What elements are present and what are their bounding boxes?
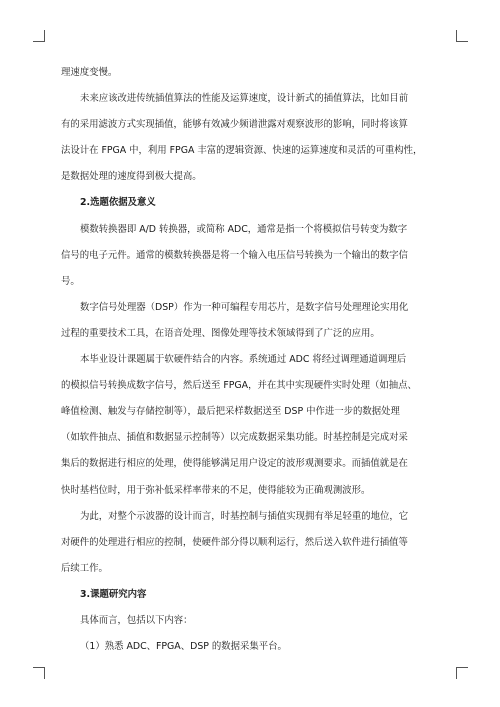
section-heading: 2.选题依据及意义 [80,197,156,209]
text-line: （如软件抽点、插值和数据显示控制等）以完成数据采集功能。时基控制是完成对采 [61,432,408,444]
text-line: 具体而言，包括以下内容： [80,614,193,626]
text-line: 集后的数据进行相应的处理，使得能够满足用户设定的波形观测要求。而插值就是在 [61,458,408,470]
text-line: 模数转换器即 A/D 转换器，或简称 ADC，通常是指一个将模拟信号转变为数字 [80,223,408,235]
text-line: 未来应该改进传统插值算法的性能及运算速度，设计新式的插值算法，比如目前 [80,93,409,105]
text-line: 的模拟信号转换成数字信号，然后送至 FPGA，并在其中实现硬件实时处理（如抽点、 [61,380,417,392]
crop-mark-bottom-right [456,667,468,679]
text-line: 法设计在 FPGA 中，利用 FPGA 丰富的逻辑资源、快速的运算速度和灵活的可重构性， [61,145,423,157]
crop-mark-top-right [456,30,468,42]
document-body [61,66,437,666]
text-line: 有的采用滤波方式实现插值，能够有效减少频谱泄露对观察波形的影响，同时将该算 [61,119,408,131]
text-line: （1）熟悉 ADC、FPGA、DSP 的数据采集平台。 [80,641,287,653]
text-line: 是数据处理的速度得到极大提高。 [61,171,202,183]
text-line: 后续工作。 [61,562,108,574]
text-line: 数字信号处理器（DSP）作为一种可编程专用芯片，是数字信号处理理论实用化 [80,301,409,313]
text-line: 本毕业设计课题属于软硬件结合的内容。系统通过 ADC 将经过调理通道调理后 [80,354,407,366]
text-line: 峰值检测、触发与存储控制等），最后把采样数据送至 DSP 中作进一步的数据处理 [61,406,400,418]
section-heading: 3.课题研究内容 [80,588,147,600]
text-line: 为此，对整个示波器的设计而言，时基控制与插值实现拥有举足轻重的地位，它 [80,510,409,522]
text-line: 快时基档位时，用于弥补低采样率带来的不足，使得能较为正确观测波形。 [61,484,371,496]
text-line: 号。 [61,275,80,287]
text-line: 对硬件的处理进行相应的控制，使硬件部分得以顺利运行，然后送入软件进行插值等 [61,536,408,548]
crop-mark-bottom-left [33,667,45,679]
text-line: 理速度变慢。 [61,67,118,78]
text-line: 信号的电子元件。通常的模数转换器是将一个输入电压信号转换为一个输出的数字信 [61,249,408,261]
text-line: 过程的重要技术工具，在语音处理、图像处理等技术领域得到了广泛的应用。 [61,327,380,339]
crop-mark-top-left [33,30,45,42]
